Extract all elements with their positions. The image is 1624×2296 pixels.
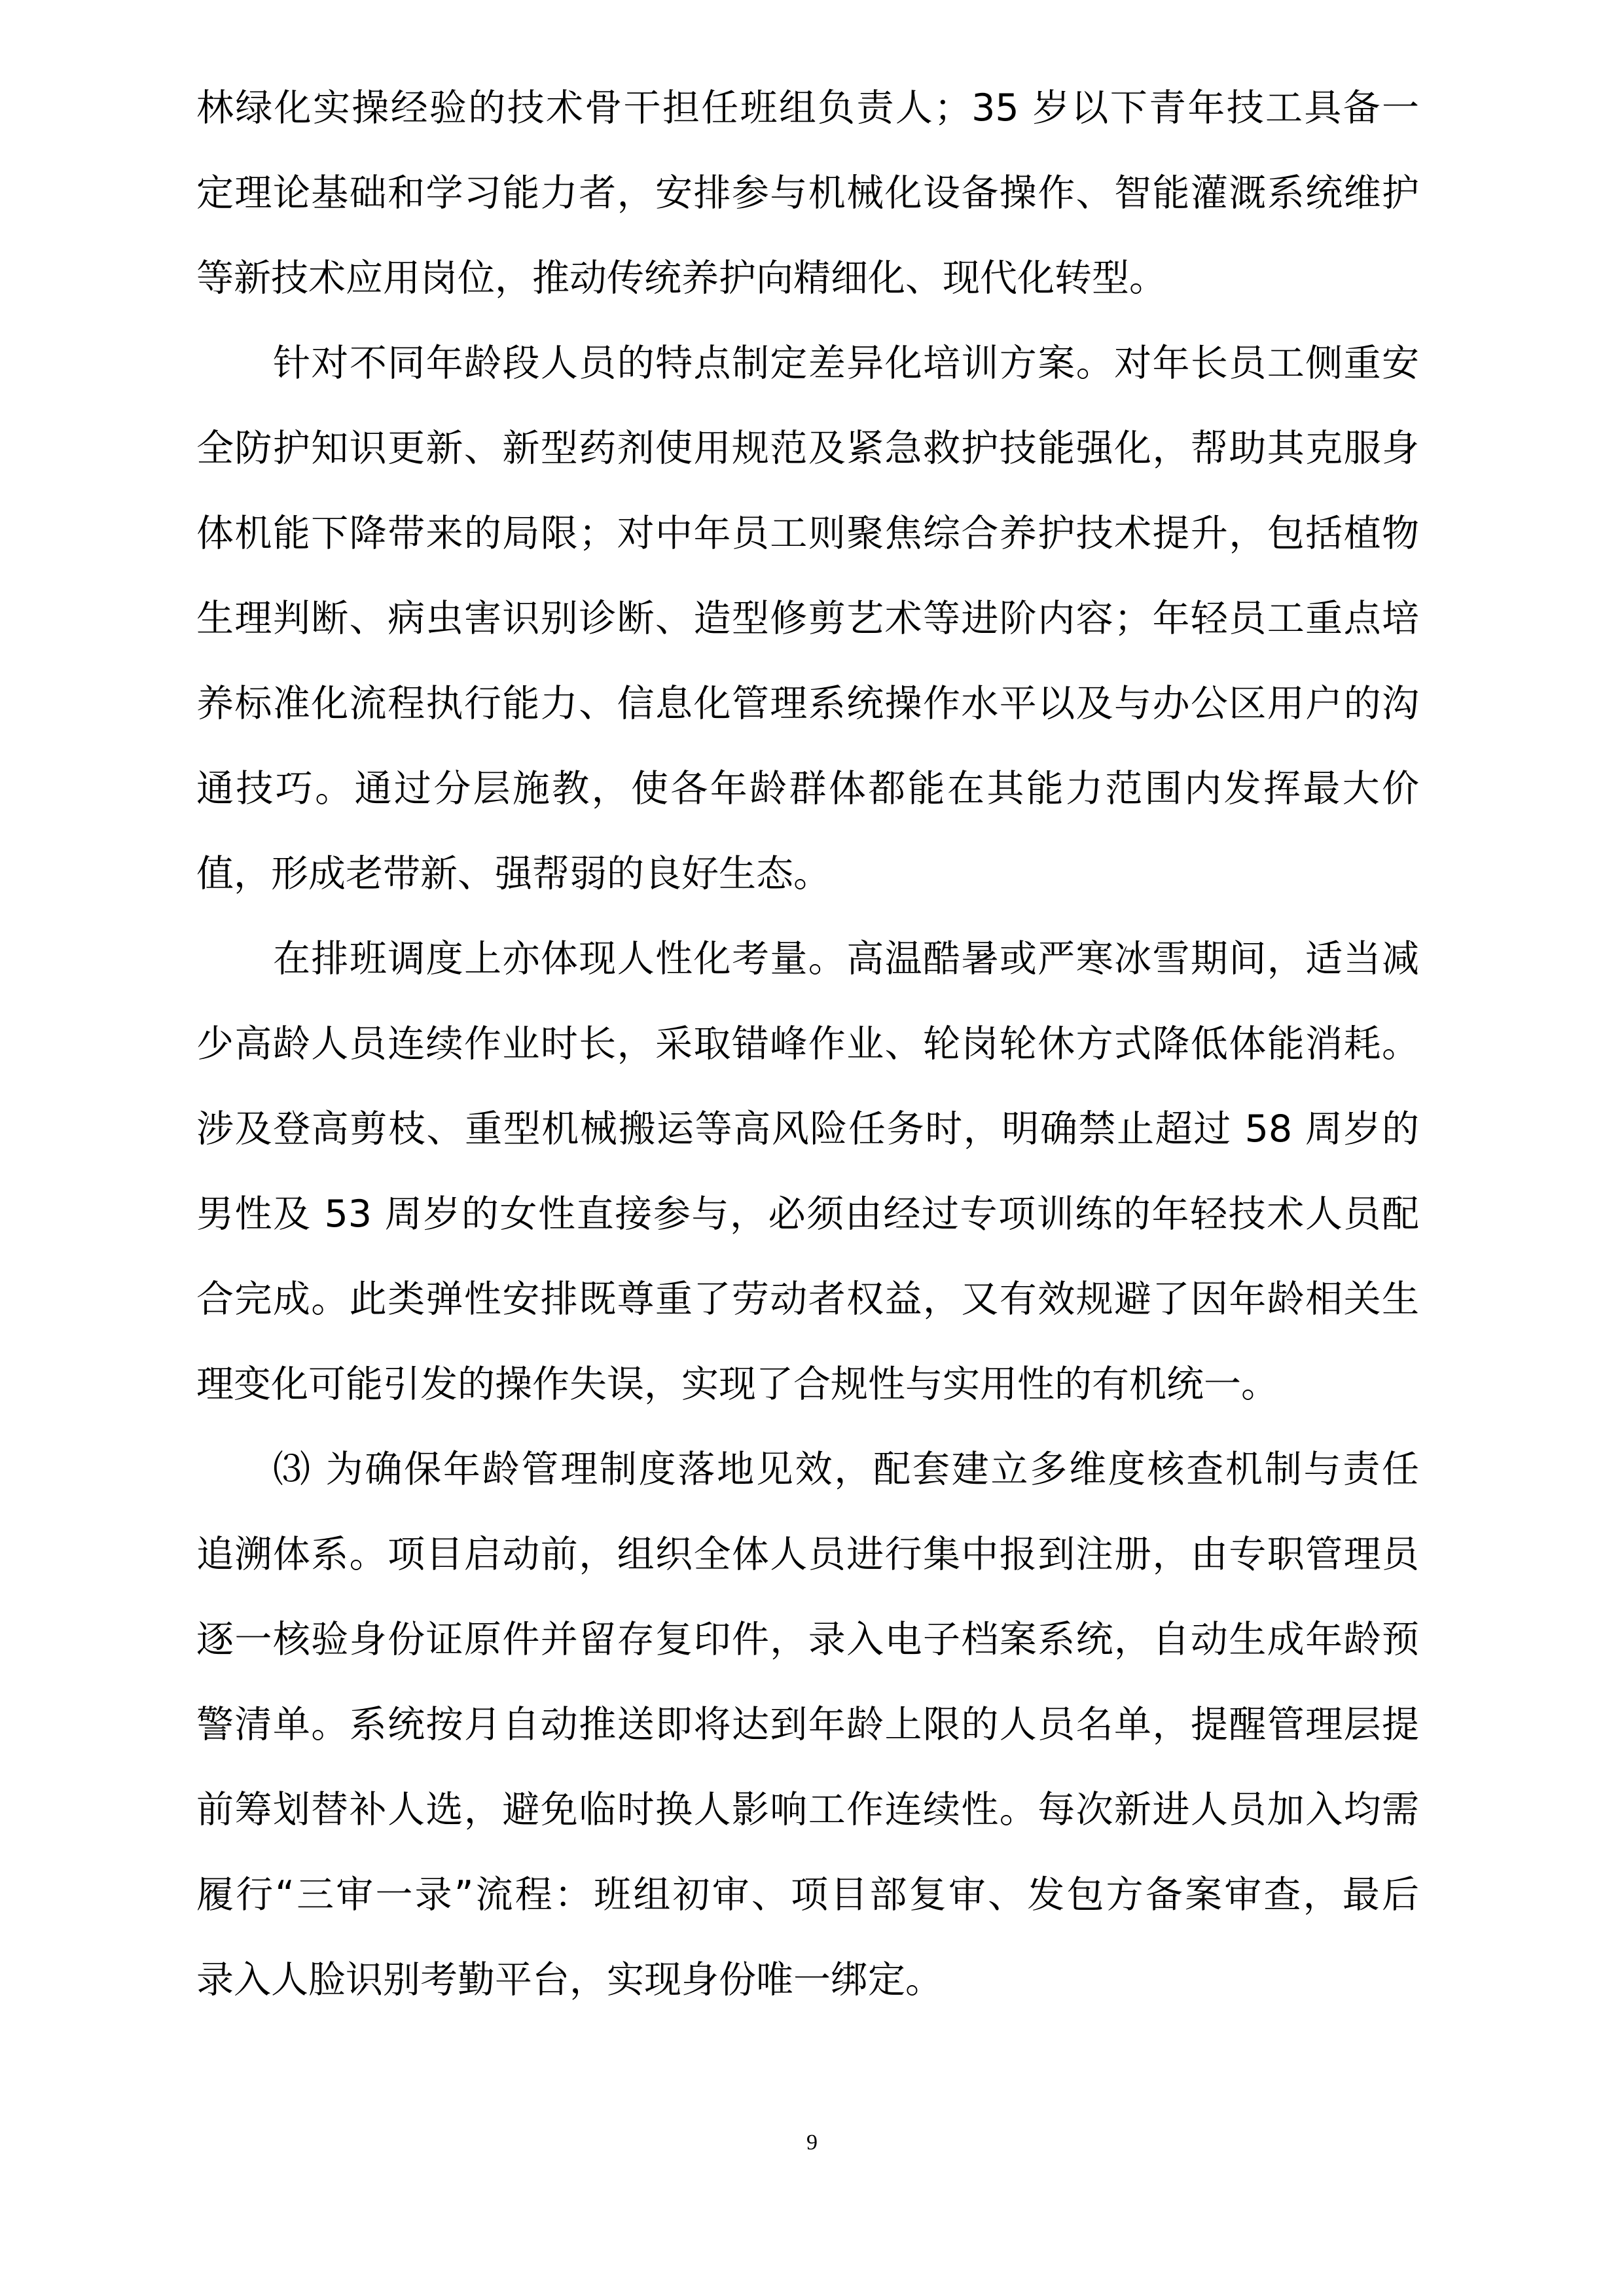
text-line: 少高龄人员连续作业时长，采取错峰作业、轮岗轮休方式降低体能消耗。 xyxy=(196,1022,1419,1066)
text-line: 林绿化实操经验的技术骨干担任班组负责人；35 岁以下青年技工具备一 xyxy=(196,86,1419,130)
text-line: 值，形成老带新、强帮弱的良好生态。 xyxy=(196,852,831,895)
text-line: 全防护知识更新、新型药剂使用规范及紧急救护技能强化，帮助其克服身 xyxy=(196,427,1419,470)
text-line: ⑶ 为确保年龄管理制度落地见效，配套建立多维度核查机制与责任 xyxy=(273,1448,1419,1491)
text-line: 警清单。系统按月自动推送即将达到年龄上限的人员名单，提醒管理层提 xyxy=(196,1703,1419,1746)
text-line: 前筹划替补人选，避免临时换人影响工作连续性。每次新进人员加入均需 xyxy=(196,1788,1419,1831)
paragraph xyxy=(196,65,1419,321)
text-line: 涉及登高剪枝、重型机械搬运等高风险任务时，明确禁止超过 58 周岁的 xyxy=(196,1107,1419,1151)
text-line: 履行“三审一录”流程：班组初审、项目部复审、发包方备案审查，最后 xyxy=(196,1873,1419,1916)
text-line: 录入人脸识别考勤平台，实现身份唯一绑定。 xyxy=(196,1958,943,2001)
text-line: 体机能下降带来的局限；对中年员工则聚焦综合养护技术提升，包括植物 xyxy=(196,512,1419,555)
text-line: 通技巧。通过分层施教，使各年龄群体都能在其能力范围内发挥最大价 xyxy=(196,767,1419,810)
body-text xyxy=(196,65,1419,2022)
text-line: 男性及 53 周岁的女性直接参与，必须由经过专项训练的年轻技术人员配 xyxy=(196,1193,1419,1236)
paragraph xyxy=(196,321,1419,916)
text-line: 等新技术应用岗位，推动传统养护向精细化、现代化转型。 xyxy=(196,257,1166,300)
text-line: 针对不同年龄段人员的特点制定差异化培训方案。对年长员工侧重安 xyxy=(273,342,1419,385)
text-line: 理变化可能引发的操作失误，实现了合规性与实用性的有机统一。 xyxy=(196,1363,1278,1406)
text-line: 合完成。此类弹性安排既尊重了劳动者权益，又有效规避了因年龄相关生 xyxy=(196,1278,1419,1321)
text-line: 追溯体系。项目启动前，组织全体人员进行集中报到注册，由专职管理员 xyxy=(196,1533,1419,1576)
page-number: 9 xyxy=(806,2130,818,2155)
paragraph xyxy=(196,1427,1419,2022)
text-line: 定理论基础和学习能力者，安排参与机械化设备操作、智能灌溉系统维护 xyxy=(196,171,1419,215)
paragraph xyxy=(196,916,1419,1427)
text-line: 养标准化流程执行能力、信息化管理系统操作水平以及与办公区用户的沟 xyxy=(196,682,1419,725)
text-line: 生理判断、病虫害识别诊断、造型修剪艺术等进阶内容；年轻员工重点培 xyxy=(196,597,1419,640)
text-line: 逐一核验身份证原件并留存复印件，录入电子档案系统，自动生成年龄预 xyxy=(196,1618,1419,1661)
text-line: 在排班调度上亦体现人性化考量。高温酷暑或严寒冰雪期间，适当减 xyxy=(273,937,1419,980)
